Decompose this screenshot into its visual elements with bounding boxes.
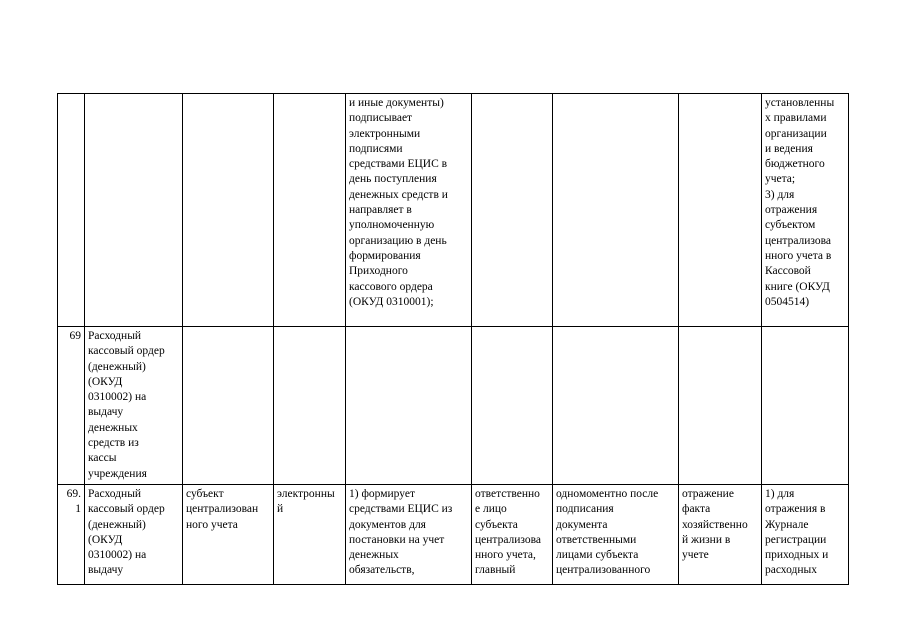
cell-creator	[183, 94, 274, 327]
cell-document-name	[85, 94, 183, 327]
cell-deadline	[553, 94, 679, 327]
cell-deadline	[553, 327, 679, 485]
cell-usage: установленны х правилами организации и ведения бюджетного учета; 3) для отражения субъектом централизова нного учета в Кассовой книге (ОКУД 0504514)	[762, 94, 849, 327]
cell-form	[274, 327, 346, 485]
table-row	[58, 327, 849, 485]
cell-responsible	[472, 94, 553, 327]
cell-document-name: Расходный кассовый ордер (денежный) (ОКУД 0310002) на выдачу	[85, 485, 183, 585]
document-table	[57, 93, 849, 585]
cell-purpose	[679, 94, 762, 327]
cell-purpose: отражение факта хозяйственно й жизни в учете	[679, 485, 762, 585]
cell-usage	[762, 327, 849, 485]
cell-usage: 1) для отражения в Журнале регистрации приходных и расходных	[762, 485, 849, 585]
cell-number: 69	[58, 327, 85, 485]
cell-procedure: 1) формирует средствами ЕЦИС из документов для постановки на учет денежных обязательств,	[346, 485, 472, 585]
table-row	[58, 485, 849, 585]
cell-procedure	[346, 327, 472, 485]
cell-purpose	[679, 327, 762, 485]
cell-responsible	[472, 327, 553, 485]
cell-form	[274, 94, 346, 327]
cell-document-name: Расходный кассовый ордер (денежный) (ОКУД 0310002) на выдачу денежных средств из кассы учреждения	[85, 327, 183, 485]
cell-form: электронны й	[274, 485, 346, 585]
cell-creator: субъект централизован ного учета	[183, 485, 274, 585]
cell-creator	[183, 327, 274, 485]
table-row	[58, 94, 849, 327]
cell-procedure: и иные документы) подписывает электронными подписями средствами ЕЦИС в день поступления денежных средств и направляет в уполномоченную организацию в день формирования Приходного кассового ордера (ОКУД 0310001);	[346, 94, 472, 327]
cell-number	[58, 94, 85, 327]
cell-number: 69. 1	[58, 485, 85, 585]
cell-deadline: одномоментно после подписания документа ответственными лицами субъекта централизованного	[553, 485, 679, 585]
cell-responsible: ответственно е лицо субъекта централизова нного учета, главный	[472, 485, 553, 585]
